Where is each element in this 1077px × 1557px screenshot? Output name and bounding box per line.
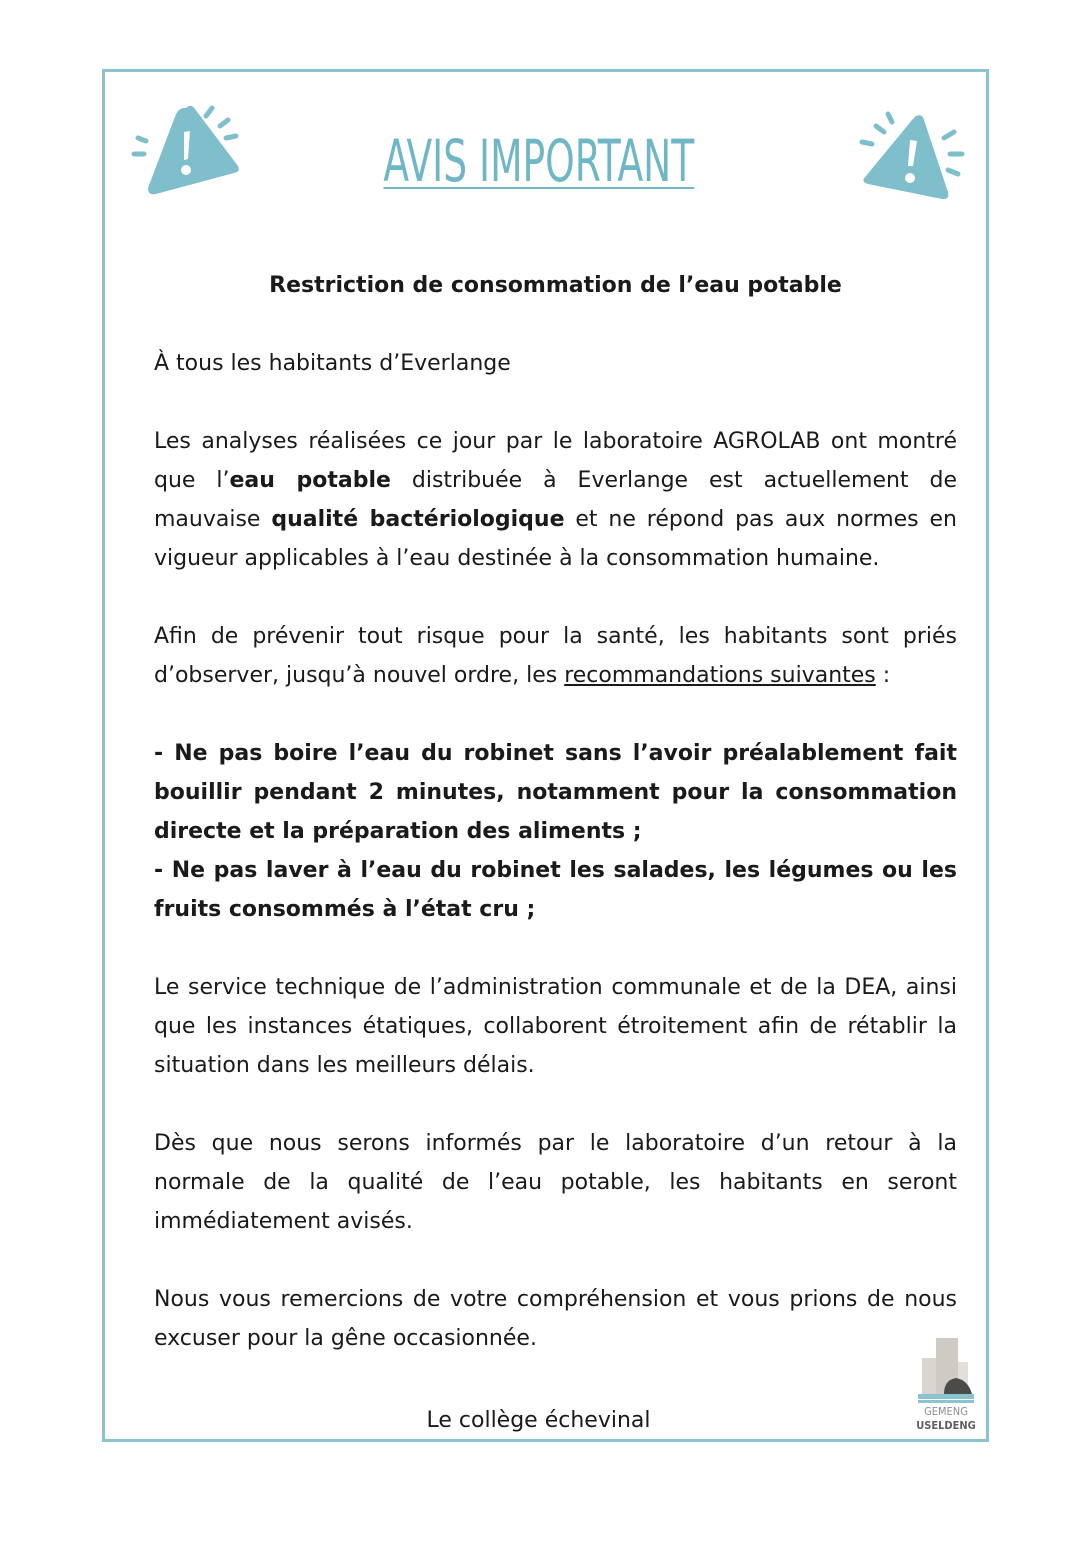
- municipal-logo: [914, 1336, 978, 1442]
- notice-subject: Restriction de consommation de l’eau potable: [269, 273, 842, 298]
- logo-line-2: USELDENG: [916, 1419, 976, 1432]
- logo-graphic: [914, 1336, 978, 1406]
- greeting: À tous les habitants d’Everlange: [154, 351, 511, 376]
- paragraph-analysis: Les analyses réalisées ce jour par le laboratoire AGROLAB ont montré que l’eau potable distribuée à Everlange est actuellement de mauvaise qualité bactériologique et ne répond pas aux normes en vigueur applicables à l’eau destinée à la consommation humaine.: [154, 429, 957, 571]
- paragraph-collaboration: Le service technique de l’administration communale et de la DEA, ainsi que les instances étatiques, collaborent étroitement afin de rétablir la situation dans les meilleurs délais.: [154, 975, 957, 1078]
- notice-body: [154, 266, 957, 1358]
- page-title: AVIS IMPORTANT: [383, 127, 694, 195]
- logo-line-1: GEMENG: [924, 1405, 968, 1418]
- paragraph-return-normal: Dès que nous serons informés par le laboratoire d’un retour à la normale de la qualité de l’eau potable, les habitants en seront immédiatement avisés.: [154, 1131, 957, 1234]
- paragraph-prevention: Afin de prévenir tout risque pour la santé, les habitants sont priés d’observer, jusqu’à nouvel ordre, les recommandations suivantes :: [154, 624, 957, 688]
- recommendation-item: - Ne pas boire l’eau du robinet sans l’avoir préalablement fait bouillir pendant 2 minutes, notamment pour la consommation directe et la préparation des aliments ;: [154, 741, 957, 844]
- signature: Le collège échevinal: [426, 1408, 651, 1433]
- recommendation-item: - Ne pas laver à l’eau du robinet les salades, les légumes ou les fruits consommés à l’état cru ;: [154, 858, 957, 922]
- recommendations-label: recommandations suivantes: [564, 663, 876, 688]
- paragraph-thanks: Nous vous remercions de votre compréhension et vous prions de nous excuser pour la gêne occasionnée.: [154, 1287, 957, 1351]
